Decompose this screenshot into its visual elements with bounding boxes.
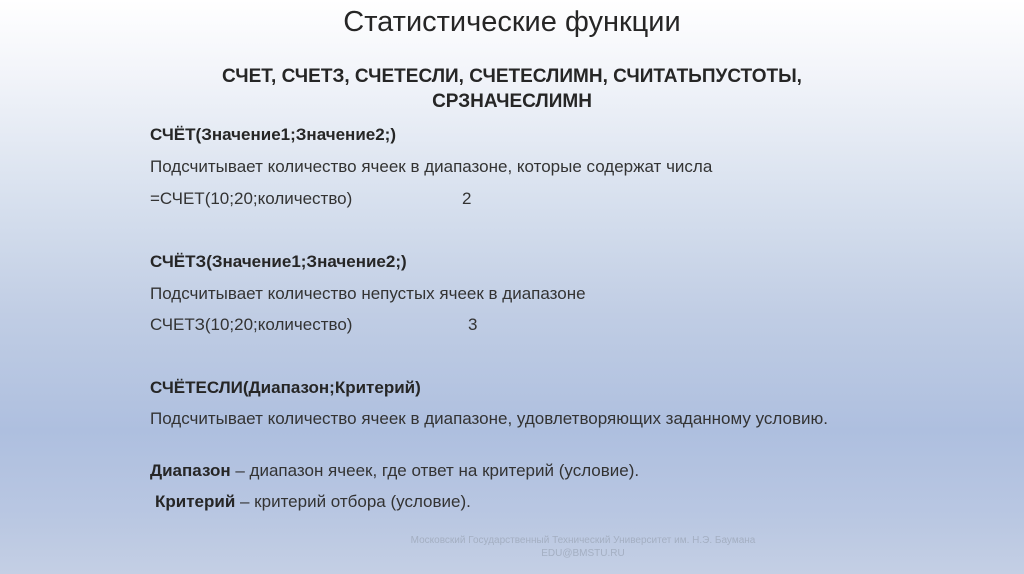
count-description: Подсчитывает количество ячеек в диапазоне, которые содержат числа [150,157,713,176]
count-example: =СЧЕТ(10;20;количество) [150,189,353,208]
countif-description: Подсчитывает количество ячеек в диапазоне, удовлетворяющих заданному условию. [150,409,828,428]
footer [0,534,1024,560]
counta-description: Подсчитывает количество непустых ячеек в диапазоне [150,284,586,303]
range-definition [150,460,870,481]
count-syntax: СЧЁТ(Значение1;Значение2;) [150,125,397,144]
criteria-definition [155,491,875,512]
range-term: Диапазон [150,461,231,480]
footer-university: Московский Государственный Технический Университет им. Н.Э. Баумана [410,535,756,546]
criteria-term: Критерий [155,492,236,511]
countif-syntax: СЧЁТЕСЛИ(Диапазон;Критерий) [150,378,421,397]
count-result: 2 [462,189,472,208]
function-list-heading [150,64,874,114]
footer-email: EDU@BMSTU.RU [541,548,625,559]
counta-example: СЧЕТЗ(10;20;количество) [150,315,353,334]
slide-title: Статистические функции [343,6,681,38]
range-def: – диапазон ячеек, где ответ на критерий (условие). [230,461,640,480]
counta-result: 3 [468,315,478,334]
counta-syntax: СЧЁТЗ(Значение1;Значение2;) [150,252,407,271]
function-list-line-2: СРЗНАЧЕСЛИМН [432,91,592,112]
criteria-def: – критерий отбора (условие). [235,492,471,511]
function-list-line-1: СЧЕТ, СЧЕТЗ, СЧЕТЕСЛИ, СЧЕТЕСЛИМН, СЧИТАТЬПУСТОТЫ, [222,66,802,87]
